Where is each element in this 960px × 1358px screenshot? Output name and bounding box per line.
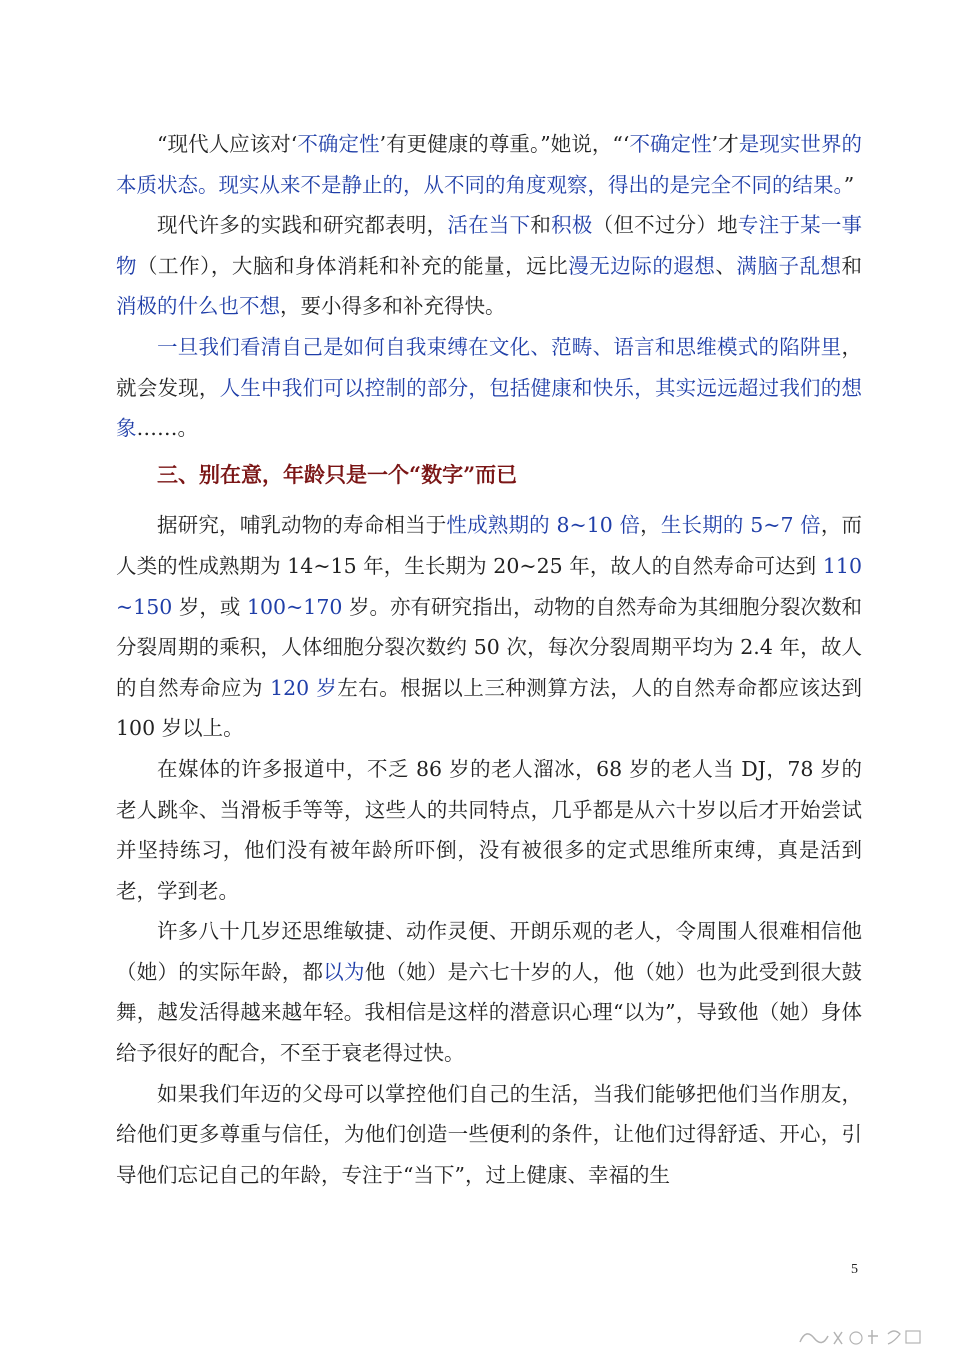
highlighted-text: 以为 xyxy=(323,959,365,984)
body-text: 在媒体的许多报道中，不乏 86 岁的老人溜冰，68 岁的老人当 DJ，78 岁的老人跳伞、当滑板手等等，这些人的共同特点，几乎都是从六十岁以后才开始尝试并坚持练习，他们没有被年龄所吓倒，没有被很多的定式思维所束缚，真是活到老，学到老。 xyxy=(116,756,862,903)
highlighted-text: 消极的什么也不想 xyxy=(116,294,280,319)
body-text: 岁。亦有研究指出，动物的自然寿命为其细胞分裂次数和分裂周期的乘积，人体细胞分裂次数约 50 次，每次分裂周期平均为 2.4 年，故人的自然寿命应为 xyxy=(116,594,862,700)
highlighted-text: 人生中我们可以控制的部分，包括健康和快乐，其实远远超过我们的想象 xyxy=(116,375,863,441)
body-text: 据研究，哺乳动物的寿命相当于 xyxy=(157,513,447,538)
body-text: （但不过分）地 xyxy=(592,213,738,238)
body-text: 和 xyxy=(841,253,863,278)
body-text: （工作），大脑和身体消耗和补充的能量，远比 xyxy=(137,253,569,278)
paragraph-group-top xyxy=(116,124,862,449)
paragraph xyxy=(116,124,862,205)
section-heading: 三、别在意，年龄只是一个“数字”而已 xyxy=(157,461,518,487)
highlighted-text: 生长期的 5~7 倍 xyxy=(660,513,821,538)
body-text: “现代人应该对‘ xyxy=(157,132,298,156)
body-text: ” xyxy=(843,172,855,197)
highlighted-text: 120 岁 xyxy=(270,675,338,700)
body-text: 岁，或 xyxy=(172,594,247,619)
paragraph xyxy=(116,749,862,911)
body-text: ’有更健康的尊重。”她说，“‘ xyxy=(379,132,630,156)
highlighted-text: 100~170 xyxy=(246,594,343,619)
highlighted-text: 是现实世界的本质状态。现实从来不是静止的，从不同的角度观察，得出的是完全不同的结果。 xyxy=(116,132,862,197)
paragraph xyxy=(116,911,862,1073)
highlighted-text: 专注于某一事物 xyxy=(116,213,863,278)
highlighted-text: 不确定性 xyxy=(629,132,712,156)
body-text: 、 xyxy=(715,253,737,278)
body-text: ，要小得多和补充得快。 xyxy=(280,294,506,319)
body-text: ，而人类的性成熟期为 14~15 年，生长期为 20~25 年，故人的自然寿命可达到 xyxy=(116,513,863,578)
body-text: 他（她）是六七十岁的人，他（她）也为此受到很大鼓舞，越发活得越来越年轻。我相信是这样的潜意识心理“以为”，导致他（她）身体给予很好的配合，不至于衰老得过快。 xyxy=(116,959,863,1066)
body-text: 现代许多的实践和研究都表明， xyxy=(157,213,448,238)
highlighted-text: 110~150 xyxy=(116,553,862,619)
paragraph xyxy=(116,505,862,749)
highlighted-text: 积极 xyxy=(551,213,593,238)
body-text: ，就会发现， xyxy=(116,334,862,400)
highlighted-text: 活在当下 xyxy=(447,213,531,238)
paragraph-group-main xyxy=(116,505,862,1195)
paragraph xyxy=(116,205,862,327)
paragraph xyxy=(116,1074,862,1196)
watermark-logo xyxy=(796,1324,926,1350)
body-text: 左右。根据以上三种测算方法，人的自然寿命都应该达到 100 岁以上。 xyxy=(116,675,862,741)
page-number: 5 xyxy=(851,1262,858,1277)
paragraph xyxy=(116,327,862,449)
highlighted-text: 性成熟期的 8~10 倍 xyxy=(446,513,641,538)
highlighted-text: 漫无边际的遐想 xyxy=(568,253,716,278)
body-text: 许多八十几岁还思维敏捷、动作灵便、开朗乐观的老人，令周围人很难相信他（她）的实际年龄，都 xyxy=(116,919,862,984)
body-text: 和 xyxy=(530,213,552,238)
highlighted-text: 一旦我们看清自己是如何自我束缚在文化、范畴、语言和思维模式的陷阱里 xyxy=(157,334,842,359)
body-text: ’才 xyxy=(711,132,739,156)
highlighted-text: 满脑子乱想 xyxy=(736,253,842,278)
highlighted-text: 不确定性 xyxy=(297,132,380,156)
body-text: ……。 xyxy=(136,416,198,441)
watermark-stamp-icon xyxy=(796,1324,926,1350)
document-body xyxy=(116,124,862,1195)
body-text: 如果我们年迈的父母可以掌控他们自己的生活，当我们能够把他们当作朋友，给他们更多尊重与信任，为他们创造一些便利的条件，让他们过得舒适、开心，引导他们忘记自己的年龄，专注于“当下”，过上健康、幸福的生 xyxy=(116,1081,862,1187)
body-text: ， xyxy=(640,513,661,538)
